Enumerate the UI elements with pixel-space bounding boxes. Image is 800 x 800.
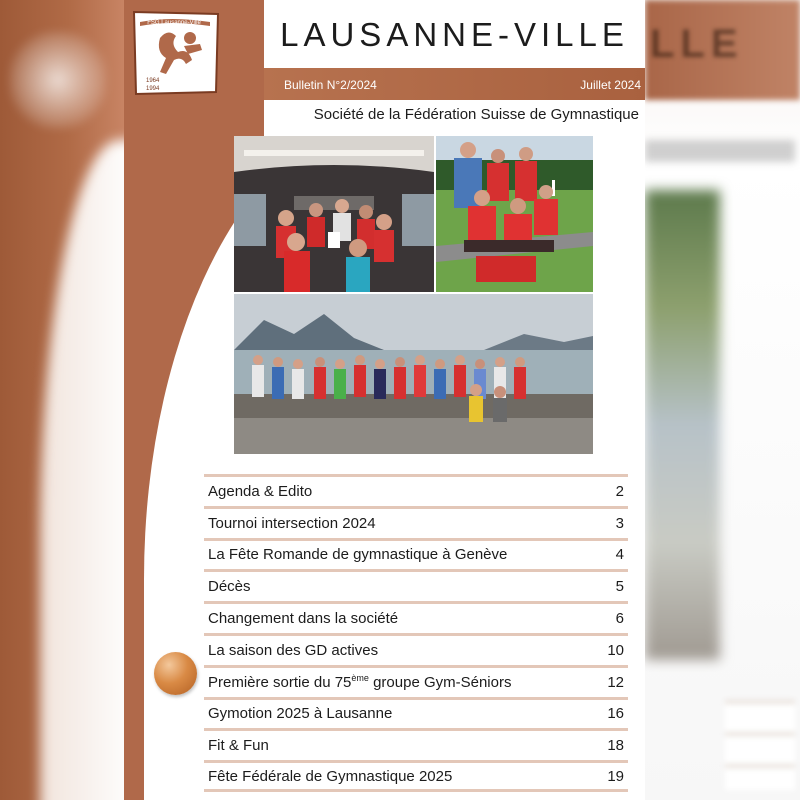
- toc-label-pre: Première sortie du 75: [208, 674, 352, 692]
- toc-label: Décès: [208, 578, 251, 596]
- blurred-subtitle: [645, 140, 795, 162]
- toc-item[interactable]: [204, 538, 628, 570]
- table-of-contents: [204, 474, 628, 792]
- toc-page: 19: [607, 767, 624, 785]
- group-by-lake-icon: [234, 294, 593, 454]
- page-title: LAUSANNE-VILLE: [280, 16, 629, 53]
- group-in-train-icon: [234, 136, 434, 292]
- toc-page: 3: [615, 514, 624, 532]
- toc-label: La Fête Romande de gymnastique à Genève: [208, 546, 508, 564]
- club-logo-icon: [130, 8, 222, 100]
- photo-team-on-field: [436, 136, 593, 292]
- blurred-rows: [725, 700, 795, 790]
- background-right: [645, 0, 800, 800]
- orange-bullet-icon: [154, 652, 197, 695]
- toc-label: Fête Fédérale de Gymnastique 2025: [208, 767, 453, 785]
- toc-item[interactable]: [204, 474, 628, 506]
- toc-label: Gymotion 2025 à Lausanne: [208, 705, 393, 723]
- subtitle: Société de la Fédération Suisse de Gymnastique: [313, 106, 639, 123]
- toc-label: Fit & Fun: [208, 737, 269, 755]
- toc-label: Tournoi intersection 2024: [208, 514, 376, 532]
- toc-label: [208, 673, 511, 691]
- background-left: [0, 0, 124, 800]
- photo-group-by-lake: [234, 294, 593, 454]
- blurred-logo: [8, 30, 108, 130]
- toc-page: 12: [607, 673, 624, 691]
- logo-year-start: 1964: [146, 78, 160, 84]
- toc-page: 18: [607, 737, 624, 755]
- bulletin-number: Bulletin N°2/2024: [284, 78, 377, 92]
- toc-label: La saison des GD actives: [208, 641, 379, 659]
- toc-item[interactable]: [204, 760, 628, 792]
- photo-group-in-train: [234, 136, 434, 292]
- toc-item[interactable]: [204, 633, 628, 665]
- issue-date: Juillet 2024: [580, 78, 641, 92]
- team-on-field-icon: [436, 136, 593, 292]
- toc-label: Agenda & Edito: [208, 482, 313, 500]
- toc-page: 4: [615, 546, 624, 564]
- toc-item[interactable]: [204, 506, 628, 538]
- toc-item[interactable]: [204, 665, 628, 697]
- toc-item[interactable]: [204, 697, 628, 729]
- logo-year-end: 1994: [146, 86, 160, 92]
- blurred-photo: [645, 190, 720, 660]
- toc-page: 16: [607, 705, 624, 723]
- logo-text: FSG Lausanne-Ville: [147, 20, 201, 26]
- toc-page: 2: [615, 482, 624, 500]
- blurred-title: LLE: [650, 22, 744, 66]
- toc-item[interactable]: [204, 728, 628, 760]
- title-box: [264, 0, 645, 68]
- toc-item[interactable]: [204, 569, 628, 601]
- toc-page: 10: [607, 641, 624, 659]
- toc-item[interactable]: [204, 601, 628, 633]
- bulletin-cover: [124, 0, 645, 800]
- toc-label-post: groupe Gym-Séniors: [368, 674, 512, 692]
- toc-page: 6: [615, 610, 624, 628]
- toc-label-sup: ème: [351, 673, 369, 684]
- toc-label: Changement dans la société: [208, 610, 399, 628]
- toc-page: 5: [615, 578, 624, 596]
